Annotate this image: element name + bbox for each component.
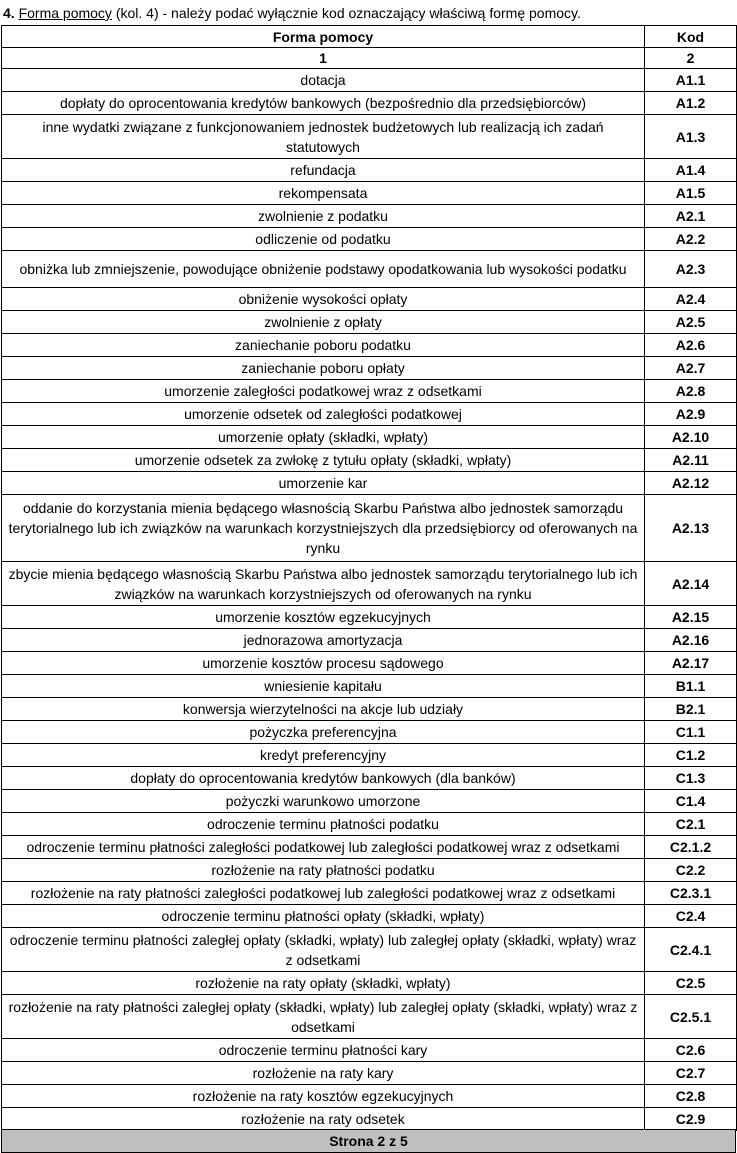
aid-code-cell: A1.2 bbox=[645, 92, 737, 115]
table-row bbox=[2, 606, 737, 629]
aid-code-cell: C2.9 bbox=[645, 1108, 737, 1131]
table-row bbox=[2, 251, 737, 288]
aid-form-cell: refundacja bbox=[2, 159, 645, 182]
aid-form-cell: rozłożenie na raty płatności zaległej opłaty (składki, wpłaty) lub zaległej opłaty (składki, wpłaty) wraz z odsetkami bbox=[2, 995, 645, 1039]
aid-code-cell: C2.8 bbox=[645, 1085, 737, 1108]
aid-form-cell: odroczenie terminu płatności zaległości podatkowej lub zaległości podatkowej wraz z odsetkami bbox=[2, 836, 645, 859]
aid-form-cell: rekompensata bbox=[2, 182, 645, 205]
table-row bbox=[2, 380, 737, 403]
table-body bbox=[2, 26, 737, 1131]
aid-form-cell: jednorazowa amortyzacja bbox=[2, 629, 645, 652]
table-row bbox=[2, 311, 737, 334]
table-row bbox=[2, 115, 737, 159]
aid-form-cell: dopłaty do oprocentowania kredytów bankowych (dla banków) bbox=[2, 767, 645, 790]
aid-code-cell: A2.3 bbox=[645, 251, 737, 288]
table-row bbox=[2, 228, 737, 251]
aid-form-cell: dopłaty do oprocentowania kredytów bankowych (bezpośrednio dla przedsiębiorców) bbox=[2, 92, 645, 115]
aid-code-cell: A2.11 bbox=[645, 449, 737, 472]
aid-form-cell: odroczenie terminu płatności zaległej opłaty (składki, wpłaty) lub zaległej opłaty (składki, wpłaty) wraz z odsetkami bbox=[2, 928, 645, 972]
aid-code-cell: A2.6 bbox=[645, 334, 737, 357]
aid-form-cell: umorzenie zaległości podatkowej wraz z odsetkami bbox=[2, 380, 645, 403]
aid-code-cell: A2.10 bbox=[645, 426, 737, 449]
aid-code-cell: A2.15 bbox=[645, 606, 737, 629]
aid-form-cell: obniżenie wysokości opłaty bbox=[2, 288, 645, 311]
aid-code-cell: C2.4 bbox=[645, 905, 737, 928]
aid-code-cell: A1.4 bbox=[645, 159, 737, 182]
section-intro bbox=[3, 3, 733, 23]
table-row bbox=[2, 357, 737, 380]
aid-code-cell: A1.1 bbox=[645, 69, 737, 92]
aid-forms-table bbox=[1, 25, 737, 1131]
table-row bbox=[2, 182, 737, 205]
table-row bbox=[2, 813, 737, 836]
section-number: 4. bbox=[3, 5, 15, 21]
table-row bbox=[2, 495, 737, 562]
table-row bbox=[2, 995, 737, 1039]
aid-form-cell: rozłożenie na raty płatności podatku bbox=[2, 859, 645, 882]
table-row bbox=[2, 1039, 737, 1062]
aid-form-cell: odroczenie terminu płatności podatku bbox=[2, 813, 645, 836]
table-row bbox=[2, 562, 737, 606]
aid-code-cell: A2.5 bbox=[645, 311, 737, 334]
table-row bbox=[2, 721, 737, 744]
table-row bbox=[2, 767, 737, 790]
table-row bbox=[2, 426, 737, 449]
aid-code-cell: B1.1 bbox=[645, 675, 737, 698]
aid-form-cell: kredyt preferencyjny bbox=[2, 744, 645, 767]
table-row bbox=[2, 905, 737, 928]
table-row bbox=[2, 472, 737, 495]
aid-form-cell: pożyczki warunkowo umorzone bbox=[2, 790, 645, 813]
aid-code-cell: C1.2 bbox=[645, 744, 737, 767]
table-row bbox=[2, 882, 737, 905]
aid-form-cell: umorzenie opłaty (składki, wpłaty) bbox=[2, 426, 645, 449]
aid-form-cell: zaniechanie poboru podatku bbox=[2, 334, 645, 357]
aid-code-cell: A2.16 bbox=[645, 629, 737, 652]
aid-code-cell: C1.4 bbox=[645, 790, 737, 813]
aid-form-cell: rozłożenie na raty kosztów egzekucyjnych bbox=[2, 1085, 645, 1108]
table-row bbox=[2, 1085, 737, 1108]
table-row bbox=[2, 92, 737, 115]
table-row bbox=[2, 205, 737, 228]
aid-code-cell: A2.12 bbox=[645, 472, 737, 495]
aid-code-cell: C2.7 bbox=[645, 1062, 737, 1085]
column-number-2: 2 bbox=[645, 48, 737, 69]
table-row bbox=[2, 928, 737, 972]
aid-form-cell: umorzenie odsetek za zwłokę z tytułu opłaty (składki, wpłaty) bbox=[2, 449, 645, 472]
aid-form-cell: rozłożenie na raty odsetek bbox=[2, 1108, 645, 1131]
aid-code-cell: C2.3.1 bbox=[645, 882, 737, 905]
header-form: Forma pomocy bbox=[2, 26, 645, 48]
table-row bbox=[2, 449, 737, 472]
column-number-1: 1 bbox=[2, 48, 645, 69]
table-row bbox=[2, 1108, 737, 1131]
aid-form-cell: konwersja wierzytelności na akcje lub udziały bbox=[2, 698, 645, 721]
table-row bbox=[2, 159, 737, 182]
aid-code-cell: C2.1 bbox=[645, 813, 737, 836]
section-description: (kol. 4) - należy podać wyłącznie kod oznaczający właściwą formę pomocy. bbox=[111, 5, 581, 21]
aid-form-cell: inne wydatki związane z funkcjonowaniem jednostek budżetowych lub realizacją ich zadań statutowych bbox=[2, 115, 645, 159]
aid-form-cell: zwolnienie z podatku bbox=[2, 205, 645, 228]
aid-code-cell: A1.5 bbox=[645, 182, 737, 205]
aid-code-cell: A2.17 bbox=[645, 652, 737, 675]
aid-form-cell: odliczenie od podatku bbox=[2, 228, 645, 251]
table-header-row bbox=[2, 26, 737, 48]
aid-code-cell: C2.5 bbox=[645, 972, 737, 995]
column-number-row bbox=[2, 48, 737, 69]
aid-form-cell: rozłożenie na raty płatności zaległości podatkowej lub zaległości podatkowej wraz z odsetkami bbox=[2, 882, 645, 905]
aid-form-cell: zaniechanie poboru opłaty bbox=[2, 357, 645, 380]
aid-code-cell: C2.4.1 bbox=[645, 928, 737, 972]
table-row bbox=[2, 652, 737, 675]
aid-form-cell: umorzenie kosztów procesu sądowego bbox=[2, 652, 645, 675]
table-row bbox=[2, 288, 737, 311]
aid-form-cell: dotacja bbox=[2, 69, 645, 92]
section-title-link[interactable]: Forma pomocy bbox=[18, 5, 112, 21]
table-row bbox=[2, 629, 737, 652]
table-row bbox=[2, 744, 737, 767]
aid-code-cell: C2.6 bbox=[645, 1039, 737, 1062]
aid-form-cell: oddanie do korzystania mienia będącego własnością Skarbu Państwa albo jednostek samorządu terytorialnego lub ich związków na warunkach korzystniejszych dla przedsiębiorcy od oferowanych na rynku bbox=[2, 495, 645, 562]
table-row bbox=[2, 698, 737, 721]
table-row bbox=[2, 859, 737, 882]
aid-code-cell: A2.9 bbox=[645, 403, 737, 426]
aid-form-cell: odroczenie terminu płatności opłaty (składki, wpłaty) bbox=[2, 905, 645, 928]
aid-form-cell: zbycie mienia będącego własnością Skarbu Państwa albo jednostek samorządu terytorialnego lub ich związków na warunkach korzystniejszych od oferowanych na rynku bbox=[2, 562, 645, 606]
aid-form-cell: obniżka lub zmniejszenie, powodujące obniżenie podstawy opodatkowania lub wysokości podatku bbox=[2, 251, 645, 288]
aid-code-cell: C2.5.1 bbox=[645, 995, 737, 1039]
aid-form-cell: rozłożenie na raty kary bbox=[2, 1062, 645, 1085]
aid-code-cell: B2.1 bbox=[645, 698, 737, 721]
aid-code-cell: C2.1.2 bbox=[645, 836, 737, 859]
aid-code-cell: A1.3 bbox=[645, 115, 737, 159]
table-row bbox=[2, 675, 737, 698]
aid-code-cell: A2.8 bbox=[645, 380, 737, 403]
table-row bbox=[2, 790, 737, 813]
table-row bbox=[2, 972, 737, 995]
aid-form-cell: pożyczka preferencyjna bbox=[2, 721, 645, 744]
aid-code-cell: A2.4 bbox=[645, 288, 737, 311]
aid-form-cell: umorzenie odsetek od zaległości podatkowej bbox=[2, 403, 645, 426]
table-row bbox=[2, 1062, 737, 1085]
aid-form-cell: umorzenie kosztów egzekucyjnych bbox=[2, 606, 645, 629]
table-row bbox=[2, 836, 737, 859]
header-code: Kod bbox=[645, 26, 737, 48]
aid-code-cell: A2.7 bbox=[645, 357, 737, 380]
page-footer: Strona 2 z 5 bbox=[1, 1129, 736, 1153]
aid-form-cell: wniesienie kapitału bbox=[2, 675, 645, 698]
aid-code-cell: C2.2 bbox=[645, 859, 737, 882]
aid-form-cell: odroczenie terminu płatności kary bbox=[2, 1039, 645, 1062]
aid-code-cell: A2.2 bbox=[645, 228, 737, 251]
aid-code-cell: A2.14 bbox=[645, 562, 737, 606]
aid-form-cell: rozłożenie na raty opłaty (składki, wpłaty) bbox=[2, 972, 645, 995]
aid-code-cell: A2.13 bbox=[645, 495, 737, 562]
table-row bbox=[2, 69, 737, 92]
table-row bbox=[2, 403, 737, 426]
aid-form-cell: umorzenie kar bbox=[2, 472, 645, 495]
aid-code-cell: A2.1 bbox=[645, 205, 737, 228]
aid-form-cell: zwolnienie z opłaty bbox=[2, 311, 645, 334]
aid-code-cell: C1.3 bbox=[645, 767, 737, 790]
table-row bbox=[2, 334, 737, 357]
aid-code-cell: C1.1 bbox=[645, 721, 737, 744]
